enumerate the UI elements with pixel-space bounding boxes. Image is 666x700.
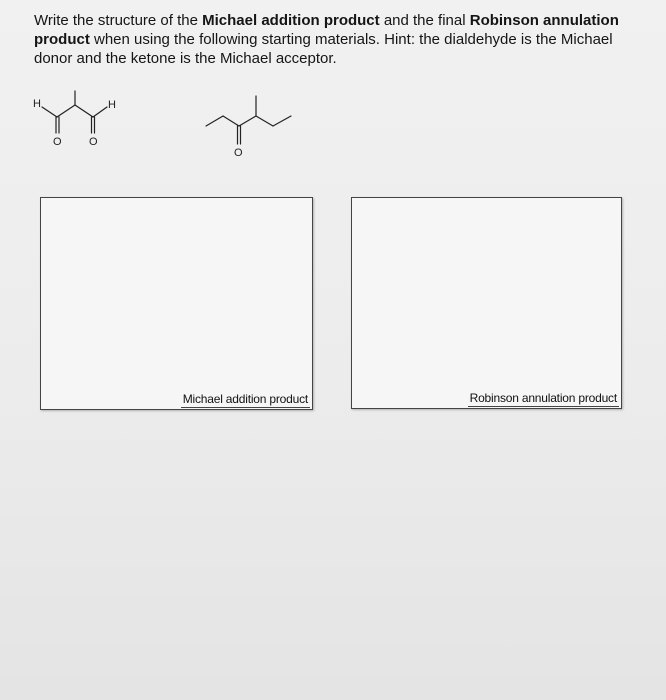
dialdehyde-structure xyxy=(30,88,140,150)
robinson-annulation-caption-text: Robinson annulation product xyxy=(469,391,617,405)
caption-underline xyxy=(468,406,619,407)
question-text xyxy=(34,11,644,68)
dialdehyde-o-right: O xyxy=(89,136,98,148)
dialdehyde-o-left: O xyxy=(53,136,62,148)
dialdehyde-h-left: H xyxy=(33,98,41,110)
robinson-annulation-caption xyxy=(470,391,617,405)
ketone-svg xyxy=(198,90,298,160)
dialdehyde-svg xyxy=(30,88,140,150)
question-part-3: when using the following starting materials. Hint: the dialdehyde is the Michael donor and the ketone is the Michael acceptor. xyxy=(34,31,613,67)
robinson-annulation-drawing-box[interactable] xyxy=(351,197,622,409)
michael-addition-caption-text: Michael addition product xyxy=(182,392,308,406)
michael-addition-drawing-box[interactable] xyxy=(40,197,313,410)
question-part-2: and the final xyxy=(379,12,470,29)
question-bold-michael: Michael addition product xyxy=(202,12,380,29)
question-part-1: Write the structure of the xyxy=(34,12,203,29)
question-bold-robinson: Robinson annulation product xyxy=(34,12,619,48)
ketone-structure xyxy=(198,90,298,160)
caption-underline xyxy=(181,407,310,408)
ketone-o: O xyxy=(234,147,243,159)
dialdehyde-h-right: H xyxy=(108,99,116,111)
michael-addition-caption xyxy=(183,392,308,406)
